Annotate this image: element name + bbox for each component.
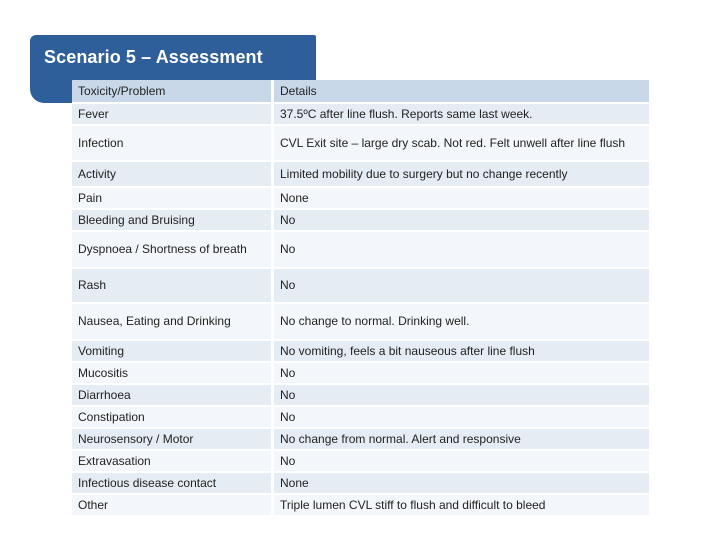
problem-cell: Constipation	[72, 407, 274, 429]
details-cell: Limited mobility due to surgery but no change recently	[274, 162, 649, 188]
details-cell: No	[274, 451, 649, 473]
slide-title: Scenario 5 – Assessment	[44, 47, 263, 67]
table-row	[72, 429, 649, 451]
table-row	[72, 363, 649, 385]
problem-cell: Infectious disease contact	[72, 473, 274, 495]
details-cell: None	[274, 473, 649, 495]
problem-cell: Activity	[72, 162, 274, 188]
details-cell: No change to normal. Drinking well.	[274, 304, 649, 341]
problem-cell: Infection	[72, 126, 274, 162]
problem-cell: Dyspnoea / Shortness of breath	[72, 232, 274, 269]
problem-cell: Diarrhoea	[72, 385, 274, 407]
problem-cell: Mucositis	[72, 363, 274, 385]
details-cell: No	[274, 269, 649, 304]
table-row	[72, 304, 649, 341]
header-problem: Toxicity/Problem	[72, 80, 274, 104]
table-row	[72, 104, 649, 126]
details-cell: No	[274, 407, 649, 429]
problem-cell: Bleeding and Bruising	[72, 210, 274, 232]
table-row	[72, 269, 649, 304]
table-header-row	[72, 80, 649, 104]
table-row	[72, 473, 649, 495]
table-row	[72, 341, 649, 363]
problem-cell: Neurosensory / Motor	[72, 429, 274, 451]
table-row	[72, 162, 649, 188]
problem-cell: Other	[72, 495, 274, 515]
problem-cell: Fever	[72, 104, 274, 126]
problem-cell: Pain	[72, 188, 274, 210]
table-row	[72, 126, 649, 162]
details-cell: No	[274, 210, 649, 232]
table-row	[72, 188, 649, 210]
table-row	[72, 232, 649, 269]
table-row	[72, 495, 649, 515]
problem-cell: Extravasation	[72, 451, 274, 473]
details-cell: No vomiting, feels a bit nauseous after line flush	[274, 341, 649, 363]
problem-cell: Vomiting	[72, 341, 274, 363]
table-row	[72, 451, 649, 473]
table-row	[72, 210, 649, 232]
problem-cell: Rash	[72, 269, 274, 304]
details-cell: No change from normal. Alert and responsive	[274, 429, 649, 451]
details-cell: 37.5ºC after line flush. Reports same last week.	[274, 104, 649, 126]
problem-cell: Nausea, Eating and Drinking	[72, 304, 274, 341]
assessment-table	[72, 80, 649, 515]
header-details: Details	[274, 80, 649, 104]
details-cell: No	[274, 363, 649, 385]
table-row	[72, 407, 649, 429]
details-cell: Triple lumen CVL stiff to flush and difficult to bleed	[274, 495, 649, 515]
details-cell: None	[274, 188, 649, 210]
details-cell: No	[274, 385, 649, 407]
details-cell: No	[274, 232, 649, 269]
table-row	[72, 385, 649, 407]
details-cell: CVL Exit site – large dry scab. Not red. Felt unwell after line flush	[274, 126, 649, 162]
